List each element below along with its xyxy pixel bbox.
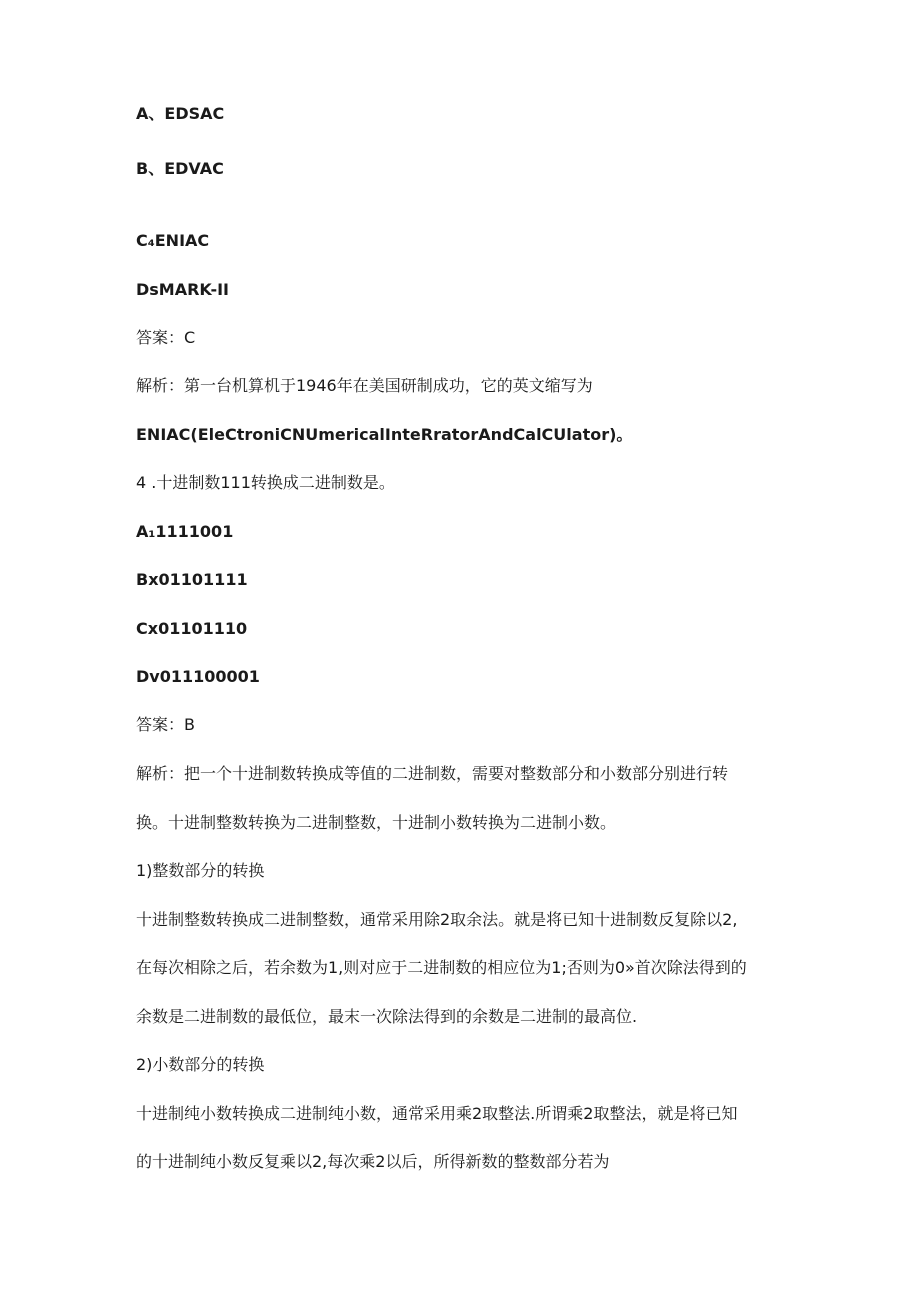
option-d-q4: Dv011100001 <box>136 667 260 686</box>
explanation-q3-line2: ENIAC(EleCtroniCNUmericalInteRratorAndCalCUlator)。 <box>136 425 633 444</box>
explanation-q3-line1: 解析：第一台机算机于1946年在美国研制成功，它的英文缩写为 <box>136 376 593 395</box>
integer-part-heading: 1)整数部分的转换 <box>136 861 265 880</box>
option-c-q4: Cx01101110 <box>136 619 248 638</box>
option-a-edsac: A、EDSAC <box>136 104 225 123</box>
integer-part-line3: 余数是二进制数的最低位，最末一次除法得到的余数是二进制的最高位. <box>136 1007 638 1026</box>
explanation-q4-line1: 解析：把一个十进制数转换成等值的二进制数，需要对整数部分和小数部分别进行转 <box>136 764 729 783</box>
option-b-q4: Bx01101111 <box>136 570 248 589</box>
explanation-q4-line2: 换。十进制整数转换为二进制整数，十进制小数转换为二进制小数。 <box>136 813 617 832</box>
option-c-eniac: C₄ENIAC <box>136 231 210 250</box>
integer-part-line1: 十进制整数转换成二进制整数，通常采用除2取余法。就是将已知十进制数反复除以2, <box>136 910 738 929</box>
integer-part-line2: 在每次相除之后，若余数为1,则对应于二进制数的相应位为1;否则为0»首次除法得到的 <box>136 958 747 977</box>
fraction-part-line1: 十进制纯小数转换成二进制纯小数，通常采用乘2取整法.所谓乘2取整法，就是将已知 <box>136 1104 738 1123</box>
option-d-mark-ii: DsMARK-II <box>136 280 229 299</box>
option-b-edvac: B、EDVAC <box>136 159 224 178</box>
fraction-part-line2: 的十进制纯小数反复乘以2,每次乘2以后，所得新数的整数部分若为 <box>136 1152 610 1171</box>
question-4: 4 .十进制数111转换成二进制数是。 <box>136 473 395 492</box>
option-a-q4: A₁1111001 <box>136 522 234 541</box>
fraction-part-heading: 2)小数部分的转换 <box>136 1055 265 1074</box>
answer-q4: 答案：B <box>136 715 195 734</box>
answer-q3: 答案：C <box>136 328 196 347</box>
